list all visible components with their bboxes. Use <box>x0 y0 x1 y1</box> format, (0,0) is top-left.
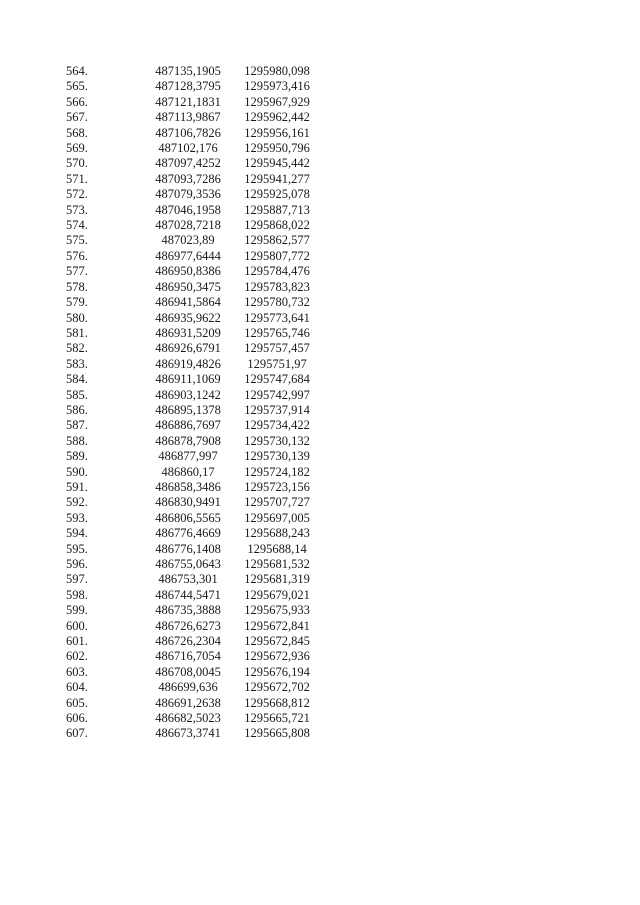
point-number-cell: 577. <box>66 264 88 279</box>
point-number-cell: 574. <box>66 218 88 233</box>
x-coordinate-cell: 486744,5471 <box>155 587 221 602</box>
table-row <box>66 249 320 264</box>
y-coordinate-cell: 1295688,14 <box>247 541 307 556</box>
x-coordinate-cell: 486753,301 <box>158 572 218 587</box>
point-number-cell: 590. <box>66 464 88 479</box>
table-row <box>66 311 320 326</box>
table-row <box>66 449 320 464</box>
x-coordinate-cell: 486682,5023 <box>155 711 221 726</box>
point-number-cell: 572. <box>66 187 88 202</box>
y-coordinate-cell: 1295765,746 <box>244 325 310 340</box>
point-number-cell: 581. <box>66 325 88 340</box>
y-coordinate-cell: 1295676,194 <box>244 664 310 679</box>
table-row <box>66 418 320 433</box>
x-coordinate-cell: 486776,4669 <box>155 526 221 541</box>
y-coordinate-cell: 1295697,005 <box>244 510 310 525</box>
table-row <box>66 357 320 372</box>
table-row <box>66 95 320 110</box>
x-coordinate-cell: 486691,2638 <box>155 695 221 710</box>
x-coordinate-cell: 487121,1831 <box>155 94 221 109</box>
x-coordinate-cell: 486878,7908 <box>155 433 221 448</box>
table-row <box>66 542 320 557</box>
table-row <box>66 233 320 248</box>
x-coordinate-cell: 487028,7218 <box>155 218 221 233</box>
y-coordinate-cell: 1295973,416 <box>244 79 310 94</box>
y-coordinate-cell: 1295665,808 <box>244 726 310 741</box>
y-coordinate-cell: 1295675,933 <box>244 603 310 618</box>
x-coordinate-cell: 486755,0643 <box>155 557 221 571</box>
x-coordinate-cell: 486919,4826 <box>155 356 221 371</box>
y-coordinate-cell: 1295868,022 <box>244 218 310 233</box>
x-coordinate-cell: 486726,2304 <box>155 634 221 649</box>
y-coordinate-cell: 1295730,139 <box>244 449 310 464</box>
y-coordinate-cell: 1295737,914 <box>244 402 310 417</box>
point-number-cell: 578. <box>66 279 88 294</box>
x-coordinate-cell: 486886,7697 <box>155 418 221 433</box>
point-number-cell: 582. <box>66 341 88 356</box>
y-coordinate-cell: 1295807,772 <box>244 248 310 263</box>
y-coordinate-cell: 1295734,422 <box>244 418 310 433</box>
table-row <box>66 79 320 94</box>
table-row <box>66 388 320 403</box>
y-coordinate-cell: 1295950,796 <box>244 141 310 156</box>
point-number-cell: 597. <box>66 572 88 587</box>
point-number-cell: 566. <box>66 94 88 109</box>
x-coordinate-cell: 486941,5864 <box>155 295 221 310</box>
table-row <box>66 680 320 695</box>
table-row <box>66 126 320 141</box>
x-coordinate-cell: 487046,1958 <box>155 202 221 217</box>
y-coordinate-cell: 1295757,457 <box>244 341 310 356</box>
point-number-cell: 595. <box>66 541 88 556</box>
table-row <box>66 156 320 171</box>
y-coordinate-cell: 1295945,442 <box>244 156 310 171</box>
y-coordinate-cell: 1295668,812 <box>244 695 310 710</box>
y-coordinate-cell: 1295980,098 <box>244 64 310 78</box>
y-coordinate-cell: 1295784,476 <box>244 264 310 279</box>
x-coordinate-cell: 487102,176 <box>158 141 218 156</box>
point-number-cell: 576. <box>66 248 88 263</box>
point-number-cell: 587. <box>66 418 88 433</box>
y-coordinate-cell: 1295925,078 <box>244 187 310 202</box>
table-row <box>66 403 320 418</box>
x-coordinate-cell: 486926,6791 <box>155 341 221 356</box>
x-coordinate-cell: 487093,7286 <box>155 171 221 186</box>
x-coordinate-cell: 486708,0045 <box>155 664 221 679</box>
x-coordinate-cell: 487113,9867 <box>155 110 221 125</box>
point-number-cell: 588. <box>66 433 88 448</box>
table-row <box>66 480 320 495</box>
point-number-cell: 593. <box>66 510 88 525</box>
table-row <box>66 434 320 449</box>
x-coordinate-cell: 486699,636 <box>158 680 218 695</box>
table-row <box>66 619 320 634</box>
point-number-cell: 603. <box>66 664 88 679</box>
table-row <box>66 495 320 510</box>
point-number-cell: 606. <box>66 711 88 726</box>
y-coordinate-cell: 1295862,577 <box>244 233 310 248</box>
table-row <box>66 572 320 587</box>
coordinate-table-body <box>66 64 320 742</box>
point-number-cell: 570. <box>66 156 88 171</box>
y-coordinate-cell: 1295723,156 <box>244 479 310 494</box>
x-coordinate-cell: 486858,3486 <box>155 479 221 494</box>
point-number-cell: 575. <box>66 233 88 248</box>
y-coordinate-cell: 1295962,442 <box>244 110 310 125</box>
y-coordinate-cell: 1295679,021 <box>244 587 310 602</box>
table-row <box>66 295 320 310</box>
table-row <box>66 557 320 572</box>
point-number-cell: 602. <box>66 649 88 664</box>
x-coordinate-cell: 486860,17 <box>161 464 215 479</box>
point-number-cell: 591. <box>66 479 88 494</box>
x-coordinate-cell: 486726,6273 <box>155 618 221 633</box>
table-row <box>66 280 320 295</box>
point-number-cell: 594. <box>66 526 88 541</box>
coordinate-table <box>66 64 320 742</box>
x-coordinate-cell: 486806,5565 <box>155 510 221 525</box>
y-coordinate-cell: 1295780,732 <box>244 295 310 310</box>
y-coordinate-cell: 1295688,243 <box>244 526 310 541</box>
y-coordinate-cell: 1295724,182 <box>244 464 310 479</box>
table-row <box>66 141 320 156</box>
y-coordinate-cell: 1295681,319 <box>244 572 310 587</box>
x-coordinate-cell: 486950,8386 <box>155 264 221 279</box>
y-coordinate-cell: 1295681,532 <box>244 557 310 571</box>
table-row <box>66 696 320 711</box>
point-number-cell: 598. <box>66 587 88 602</box>
table-row <box>66 465 320 480</box>
point-number-cell: 584. <box>66 372 88 387</box>
table-row <box>66 203 320 218</box>
point-number-cell: 600. <box>66 618 88 633</box>
x-coordinate-cell: 486776,1408 <box>155 541 221 556</box>
y-coordinate-cell: 1295665,721 <box>244 711 310 726</box>
x-coordinate-cell: 486895,1378 <box>155 402 221 417</box>
y-coordinate-cell: 1295672,936 <box>244 649 310 664</box>
y-coordinate-cell: 1295887,713 <box>244 202 310 217</box>
y-coordinate-cell: 1295783,823 <box>244 279 310 294</box>
point-number-cell: 571. <box>66 171 88 186</box>
table-row <box>66 526 320 541</box>
y-coordinate-cell: 1295747,684 <box>244 372 310 387</box>
point-number-cell: 580. <box>66 310 88 325</box>
point-number-cell: 569. <box>66 141 88 156</box>
y-coordinate-cell: 1295773,641 <box>244 310 310 325</box>
x-coordinate-cell: 486716,7054 <box>155 649 221 664</box>
x-coordinate-cell: 487135,1905 <box>155 64 221 78</box>
y-coordinate-cell: 1295956,161 <box>244 125 310 140</box>
point-number-cell: 583. <box>66 356 88 371</box>
x-coordinate-cell: 486950,3475 <box>155 279 221 294</box>
x-coordinate-cell: 486911,1069 <box>155 372 221 387</box>
point-number-cell: 586. <box>66 402 88 417</box>
table-row <box>66 372 320 387</box>
point-number-cell: 599. <box>66 603 88 618</box>
table-row <box>66 511 320 526</box>
y-coordinate-cell: 1295730,132 <box>244 433 310 448</box>
point-number-cell: 568. <box>66 125 88 140</box>
y-coordinate-cell: 1295941,277 <box>244 171 310 186</box>
x-coordinate-cell: 486903,1242 <box>155 387 221 402</box>
x-coordinate-cell: 486673,3741 <box>155 726 221 741</box>
y-coordinate-cell: 1295672,702 <box>244 680 310 695</box>
x-coordinate-cell: 487023,89 <box>161 233 215 248</box>
point-number-cell: 573. <box>66 202 88 217</box>
point-number-cell: 601. <box>66 634 88 649</box>
y-coordinate-cell: 1295707,727 <box>244 495 310 510</box>
point-number-cell: 585. <box>66 387 88 402</box>
table-row <box>66 326 320 341</box>
point-number-cell: 564. <box>66 64 88 78</box>
y-coordinate-cell: 1295967,929 <box>244 94 310 109</box>
table-row <box>66 603 320 618</box>
table-row <box>66 665 320 680</box>
x-coordinate-cell: 486931,5209 <box>155 325 221 340</box>
table-row <box>66 634 320 649</box>
table-row <box>66 649 320 664</box>
point-number-cell: 604. <box>66 680 88 695</box>
x-coordinate-cell: 486935,9622 <box>155 310 221 325</box>
table-row <box>66 172 320 187</box>
table-row <box>66 588 320 603</box>
y-coordinate-cell: 1295672,841 <box>244 618 310 633</box>
x-coordinate-cell: 486735,3888 <box>155 603 221 618</box>
table-row <box>66 726 320 741</box>
point-number-cell: 596. <box>66 557 88 571</box>
point-number-cell: 565. <box>66 79 88 94</box>
y-coordinate-cell: 1295742,997 <box>244 387 310 402</box>
table-row <box>66 341 320 356</box>
table-row <box>66 110 320 125</box>
x-coordinate-cell: 487128,3795 <box>155 79 221 94</box>
x-coordinate-cell: 487106,7826 <box>155 125 221 140</box>
table-row <box>66 264 320 279</box>
x-coordinate-cell: 486877,997 <box>158 449 218 464</box>
point-number-cell: 579. <box>66 295 88 310</box>
x-coordinate-cell: 486977,6444 <box>155 248 221 263</box>
x-coordinate-cell: 487097,4252 <box>155 156 221 171</box>
y-coordinate-cell: 1295672,845 <box>244 634 310 649</box>
y-coordinate-cell: 1295751,97 <box>247 356 307 371</box>
point-number-cell: 567. <box>66 110 88 125</box>
table-row <box>66 218 320 233</box>
table-row <box>66 711 320 726</box>
point-number-cell: 605. <box>66 695 88 710</box>
table-row <box>66 64 320 79</box>
point-number-cell: 592. <box>66 495 88 510</box>
table-row <box>66 187 320 202</box>
x-coordinate-cell: 487079,3536 <box>155 187 221 202</box>
point-number-cell: 607. <box>66 726 88 741</box>
point-number-cell: 589. <box>66 449 88 464</box>
x-coordinate-cell: 486830,9491 <box>155 495 221 510</box>
